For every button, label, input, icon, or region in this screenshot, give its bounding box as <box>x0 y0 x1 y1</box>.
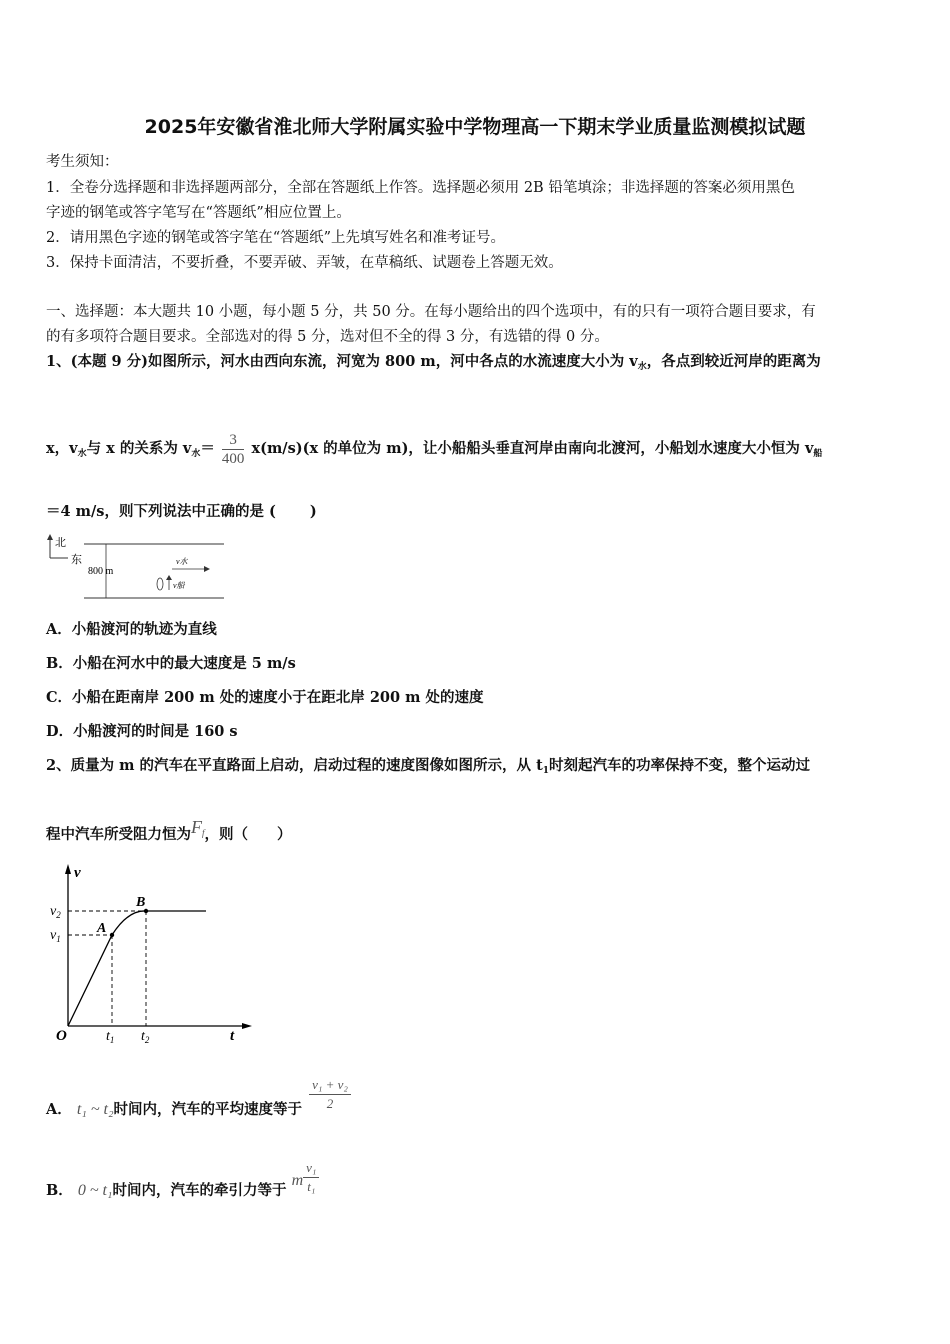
notice-line-1a: 1．全卷分选择题和非选择题两部分，全部在答题纸上作答。选择题必须用 2B 铅笔填涂；非选择题的答案必须用黑色 <box>46 180 795 196</box>
fraction-v1-over-t1: $\frac{\text{v₁}}{\text{t₁}}$ <box>303 1159 319 1196</box>
north-label: 北 <box>55 537 66 549</box>
velocity-time-graph <box>50 858 260 1048</box>
fraction-v1-plus-v2-over-2: $\frac{\text{v₁ + v₂}}{2}$ <box>309 1076 351 1113</box>
q2-option-a: A． t₁ ~ t₂时间内，汽车的平均速度等于 $\frac{\text{v₁ + v₂}}{2}$ <box>46 1076 353 1133</box>
east-label: 东 <box>71 554 82 566</box>
notice-heading: 考生须知： <box>46 154 119 170</box>
v1-label: $v_1$ <box>50 928 61 944</box>
point-a-label: A <box>97 921 107 936</box>
v-water-label: v水 <box>176 557 188 566</box>
origin-label: O <box>56 1028 67 1044</box>
time-interval-0-t1: 0 ~ t₁ <box>77 1182 113 1199</box>
boat-icon <box>157 578 163 590</box>
q1-stem-line-2: x，$v_水$与 x 的关系为 $v_水=$ $\frac{3}{400}$ x(m/s)(x 的单位为 m)，让小船船头垂直河岸由南向北渡河，小船划水速度大小恒为 $v_船$ <box>46 431 823 467</box>
q2-stem-line-1: 2、质量为 m 的汽车在平直路面上启动，启动过程的速度图像如图所示，从 $t_1$时刻起汽车的功率保持不变，整个运动过 <box>46 757 811 776</box>
t1-label: $t_1$ <box>106 1029 115 1045</box>
notice-line-1b: 字迹的钢笔或答字笔写在“答题纸”相应位置上。 <box>46 205 351 221</box>
river-width-label: 800 m <box>88 566 114 577</box>
section-intro-2: 的有多项符合题目要求。全部选对的得 5 分，选对但不全的得 3 分，有选错的得 0 分。 <box>46 329 609 345</box>
river-diagram <box>44 532 234 604</box>
v-axis-label: v <box>74 865 81 881</box>
fraction-3-over-400: $\frac{3}{400}$ <box>221 431 245 467</box>
section-intro-1: 一、选择题：本大题共 10 小题，每小题 5 分，共 50 分。在每小题给出的四个选项中，有的只有一项符合题目要求，有 <box>46 304 816 320</box>
q1-option-b: B．小船在河水中的最大速度是 5 m/s <box>46 655 296 672</box>
time-interval-t1-t2: t₁ ~ t₂ <box>76 1101 114 1118</box>
q2-option-b: B． 0 ~ t₁时间内，汽车的牵引力等于 m $\frac{\text{v₁}}{\text{t₁}}$ <box>46 1158 321 1214</box>
v-boat-label: v船 <box>173 581 185 590</box>
q1-option-d: D．小船渡河的时间是 160 s <box>46 723 238 740</box>
q1-option-c: C．小船在距南岸 200 m 处的速度小于在距北岸 200 m 处的速度 <box>46 689 484 706</box>
friction-symbol: $F_f$ <box>191 817 205 838</box>
t2-label: $t_2$ <box>141 1029 150 1045</box>
q1-stem-line-1: 1、(本题 9 分)如图所示，河水由西向东流，河宽为 800 m，河中各点的水流速度大小为 $v_水$，各点到较近河岸的距离为 <box>46 353 821 372</box>
page-title: 2025年安徽省淮北师大学附属实验中学物理高一下期末学业质量监测模拟试题 <box>144 116 806 138</box>
q2-stem-line-2: 程中汽车所受阻力恒为$F_f$，则（ ） <box>46 817 292 843</box>
point-b-label: B <box>136 895 146 910</box>
q1-option-a: A．小船渡河的轨迹为直线 <box>46 621 217 638</box>
notice-line-3: 3．保持卡面清洁，不要折叠，不要弄破、弄皱，在草稿纸、试题卷上答题无效。 <box>46 255 563 271</box>
notice-line-2: 2．请用黑色字迹的钢笔或答字笔在“答题纸”上先填写姓名和准考证号。 <box>46 230 506 246</box>
point-a <box>110 933 114 937</box>
v2-label: $v_2$ <box>50 904 61 920</box>
q1-stem-line-3: ＝4 m/s，则下列说法中正确的是 ( ) <box>46 503 317 520</box>
mass-symbol: m <box>291 1172 304 1189</box>
velocity-curve <box>68 911 206 1026</box>
t-axis-label: t <box>230 1028 235 1044</box>
